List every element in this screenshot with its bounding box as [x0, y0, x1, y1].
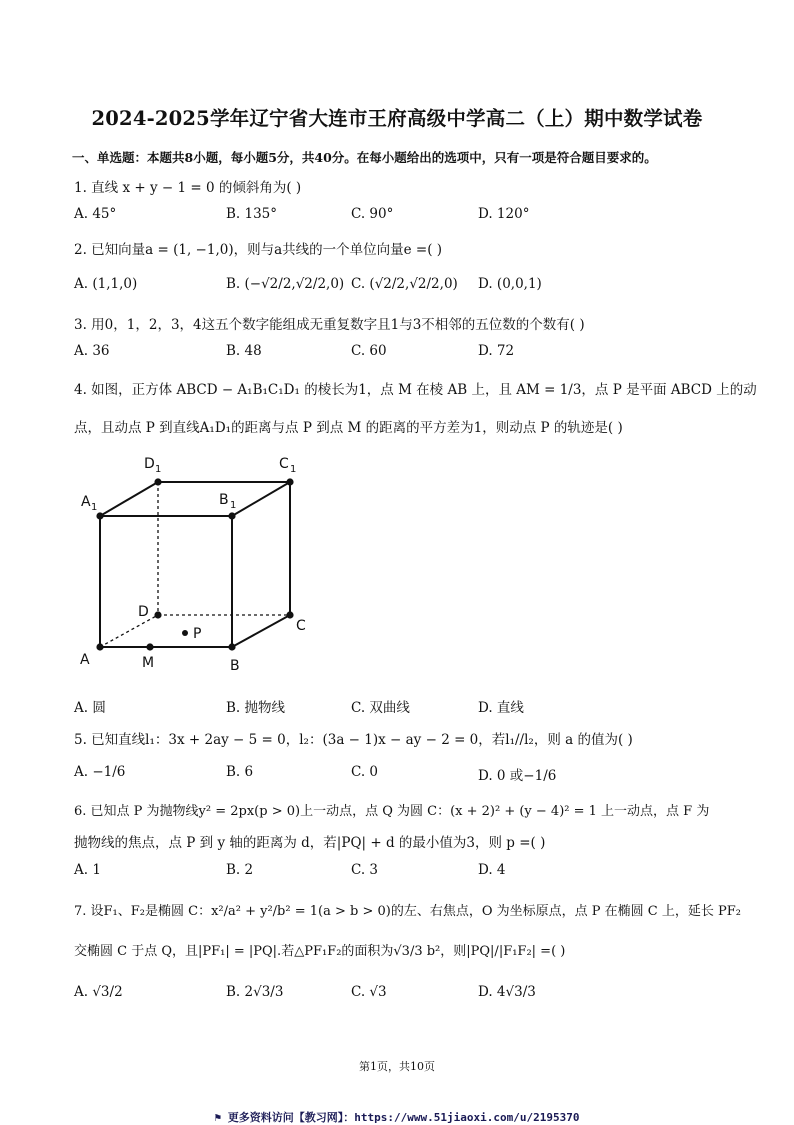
question-4-stem-line-2: 点，且动点 P 到直线A₁D₁的距离与点 P 到点 M 的距离的平方差为1，则动点 P 的轨迹是( ) [74, 420, 623, 436]
section-header: 一、单选题：本题共8小题，每小题5分，共40分。在每小题给出的选项中，只有一项是符合题目要求的。 [72, 150, 657, 165]
label-b: B [230, 658, 240, 674]
label-c: C [296, 618, 306, 634]
label-b1-sub: 1 [230, 500, 237, 511]
q7-option-d: D. 4√3/3 [478, 984, 536, 1000]
q2-option-d: D. (0,0,1) [478, 276, 542, 292]
source-banner[interactable] [0, 1109, 794, 1125]
q4-option-c: C. 双曲线 [351, 700, 410, 716]
q3-option-b: B. 48 [226, 343, 262, 359]
q3-option-c: C. 60 [351, 343, 387, 359]
q5-option-d: D. 0 或−1/6 [478, 768, 557, 784]
q7-option-b: B. 2√3/3 [226, 984, 284, 1000]
vertex-a [96, 643, 103, 650]
edge-a1-d1 [100, 482, 158, 516]
q1-option-d: D. 120° [478, 206, 530, 222]
question-6-stem-line-1: 6. 已知点 P 为抛物线y² = 2px(p > 0)上一动点，点 Q 为圆 C：(x + 2)² + (y − 4)² = 1 上一动点，点 F 为 [74, 804, 710, 819]
vertex-a1 [96, 512, 103, 519]
label-a: A [80, 652, 90, 668]
question-7-stem-line-2: 交椭圆 C 于点 Q，且|PF₁| = |PQ|.若△PF₁F₂的面积为√3/3 b²，则|PQ|/|F₁F₂| =( ) [74, 944, 566, 959]
source-banner-text[interactable]: 更多资料访问【教习网】：https://www.51jiaoxi.com/u/2195370 [227, 1111, 580, 1124]
q4-option-b: B. 抛物线 [226, 700, 286, 716]
label-d1-sub: 1 [155, 464, 162, 475]
q2-option-b: B. (−√2/2,√2/2,0) [226, 276, 345, 292]
q5-option-a: A. −1/6 [74, 764, 126, 780]
q5-option-b: B. 6 [226, 764, 254, 780]
point-m [146, 643, 153, 650]
label-c1-sub: 1 [290, 464, 297, 475]
edge-b1-c1 [232, 482, 290, 516]
q1-option-a: A. 45° [74, 206, 117, 222]
label-d1: D [144, 456, 155, 472]
label-a1-sub: 1 [91, 502, 98, 513]
cube-figure [72, 448, 327, 678]
label-a1: A [81, 494, 91, 510]
label-m: M [142, 655, 155, 671]
q6-option-d: D. 4 [478, 862, 506, 878]
q6-option-c: C. 3 [351, 862, 379, 878]
q5-option-c: C. 0 [351, 764, 379, 780]
q3-option-a: A. 36 [74, 343, 110, 359]
question-6-stem-line-2: 抛物线的焦点，点 P 到 y 轴的距离为 d，若|PQ| + d 的最小值为3，则 p =( ) [74, 835, 546, 851]
vertex-d1 [154, 478, 161, 485]
label-p: P [193, 626, 202, 642]
edge-b-c [232, 615, 290, 647]
q6-option-b: B. 2 [226, 862, 254, 878]
question-2-stem: 2. 已知向量a = (1, −1,0)，则与a共线的一个单位向量e =( ) [74, 242, 443, 258]
flag-icon: ⚑ [214, 1111, 228, 1124]
point-p [182, 630, 188, 636]
q1-option-c: C. 90° [351, 206, 394, 222]
q2-option-a: A. (1,1,0) [74, 276, 138, 292]
vertex-b [228, 643, 235, 650]
q7-option-a: A. √3/2 [74, 984, 123, 1000]
vertex-d [154, 611, 161, 618]
label-b1: B [219, 492, 229, 508]
question-1-stem: 1. 直线 x + y − 1 = 0 的倾斜角为( ) [74, 180, 302, 196]
hidden-edge-a-d [100, 615, 158, 647]
label-c1: C [279, 456, 289, 472]
q4-option-d: D. 直线 [478, 700, 524, 716]
q7-option-c: C. √3 [351, 984, 387, 1000]
q3-option-d: D. 72 [478, 343, 515, 359]
vertex-b1 [228, 512, 235, 519]
q2-option-c: C. (√2/2,√2/2,0) [351, 276, 458, 292]
label-d: D [138, 604, 149, 620]
q1-option-b: B. 135° [226, 206, 278, 222]
vertex-c [286, 611, 293, 618]
q6-option-a: A. 1 [74, 862, 101, 878]
page-number: 第1页，共10页 [359, 1060, 435, 1073]
question-3-stem: 3. 用0，1，2，3，4这五个数字能组成无重复数字且1与3不相邻的五位数的个数有( ) [74, 317, 585, 333]
question-5-stem: 5. 已知直线l₁：3x + 2ay − 5 = 0，l₂：(3a − 1)x − ay − 2 = 0，若l₁//l₂，则 a 的值为( ) [74, 732, 633, 748]
question-4-stem-line-1: 4. 如图，正方体 ABCD − A₁B₁C₁D₁ 的棱长为1，点 M 在棱 AB 上，且 AM = 1/3，点 P 是平面 ABCD 上的动 [74, 382, 757, 398]
page-title: 2024-2025学年辽宁省大连市王府高级中学高二（上）期中数学试卷 [91, 107, 703, 130]
question-7-stem-line-1: 7. 设F₁、F₂是椭圆 C：x²/a² + y²/b² = 1(a > b > 0)的左、右焦点，O 为坐标原点，点 P 在椭圆 C 上，延长 PF₂ [74, 904, 741, 919]
q4-option-a: A. 圆 [74, 700, 106, 716]
vertex-c1 [286, 478, 293, 485]
